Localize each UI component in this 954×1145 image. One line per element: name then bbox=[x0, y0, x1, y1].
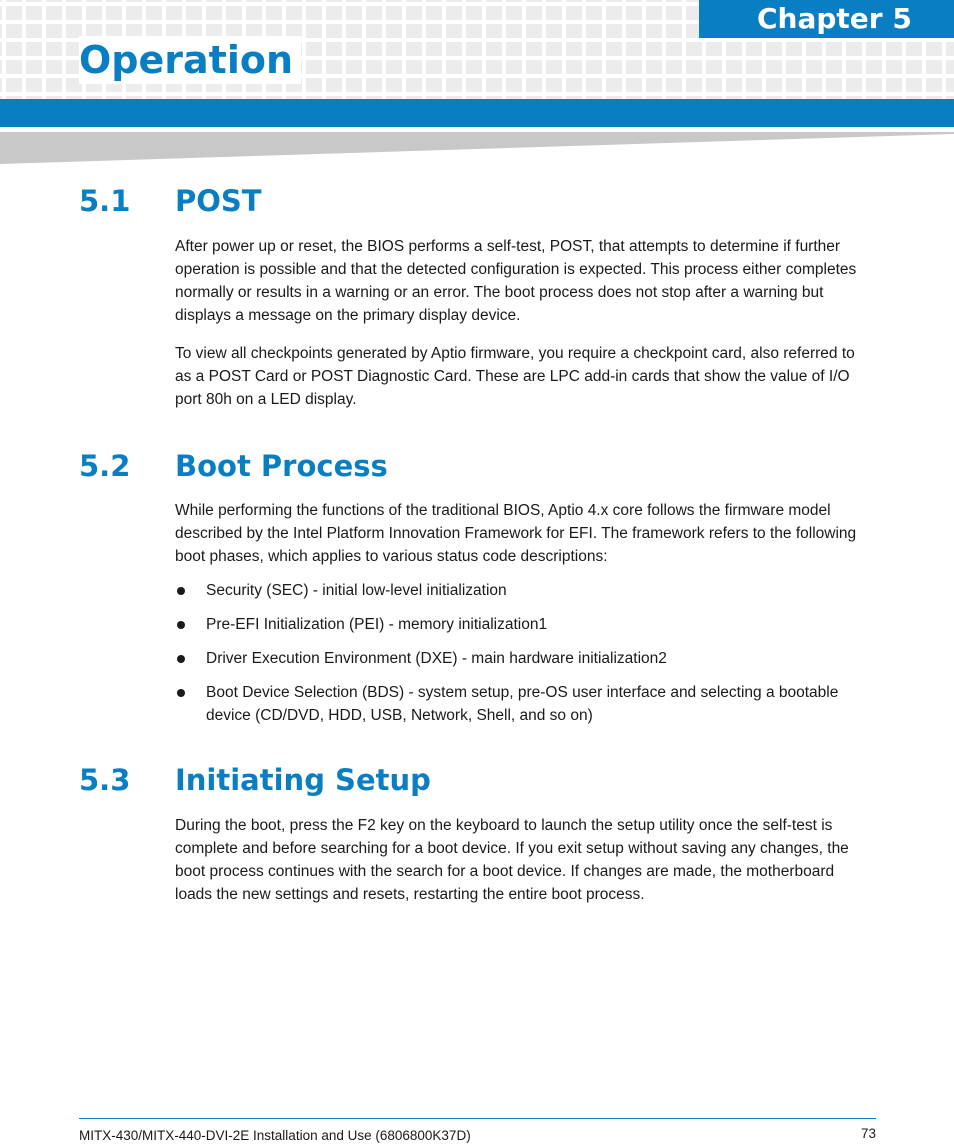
list-item-text: Driver Execution Environment (DXE) - main hardware initialization2 bbox=[206, 650, 667, 667]
header-gray-swoosh bbox=[0, 132, 954, 164]
list-item bbox=[175, 613, 875, 636]
list-item bbox=[175, 579, 875, 602]
boot-phase-list bbox=[175, 579, 875, 738]
header-blue-band bbox=[0, 99, 954, 127]
footer-document-title: MITX-430/MITX-440-DVI-2E Installation and Use (6806800K37D) bbox=[79, 1128, 471, 1143]
bullet-icon bbox=[177, 689, 185, 697]
paragraph: After power up or reset, the BIOS performs a self-test, POST, that attempts to determine if further operation is possible and that the detected configuration is expected. This process either completes normally or results in a warning or an error. The boot process does not stop after a warning but displays a message on the primary display device. bbox=[175, 238, 857, 324]
section-number: 5.2 bbox=[79, 449, 131, 483]
paragraph: While performing the functions of the traditional BIOS, Aptio 4.x core follows the firmware model described by the Intel Platform Innovation Framework for EFI. The framework refers to the following boot phases, which applies to various status code descriptions: bbox=[175, 502, 857, 565]
section-heading-initiating-setup bbox=[79, 762, 431, 798]
footer-rule bbox=[79, 1118, 876, 1119]
section-heading-boot-process bbox=[79, 448, 388, 484]
list-item bbox=[175, 647, 875, 670]
bullet-icon bbox=[177, 621, 185, 629]
bullet-icon bbox=[177, 587, 185, 595]
chapter-label: Chapter 5 bbox=[699, 0, 954, 38]
paragraph: To view all checkpoints generated by Aptio firmware, you require a checkpoint card, also referred to as a POST Card or POST Diagnostic Card. These are LPC add-in cards that show the value of I/O port 80h on a LED display. bbox=[175, 345, 855, 408]
section-number: 5.3 bbox=[79, 763, 131, 797]
chapter-title: Operation bbox=[79, 36, 301, 84]
section-number: 5.1 bbox=[79, 184, 131, 218]
list-item-text: Pre-EFI Initialization (PEI) - memory initialization1 bbox=[206, 616, 548, 633]
list-item-text: Security (SEC) - initial low-level initialization bbox=[206, 582, 507, 599]
section-title: POST bbox=[175, 184, 262, 218]
section-title: Initiating Setup bbox=[175, 763, 431, 797]
list-item-text: Boot Device Selection (BDS) - system setup, pre-OS user interface and selecting a bootable device (CD/DVD, HDD, USB, Network, Shell, and so on) bbox=[206, 684, 839, 724]
bullet-icon bbox=[177, 655, 185, 663]
section-heading-post bbox=[79, 183, 262, 219]
footer-page-number: 73 bbox=[860, 1126, 876, 1141]
section-title: Boot Process bbox=[175, 449, 388, 483]
paragraph: During the boot, press the F2 key on the keyboard to launch the setup utility once the self-test is complete and before searching for a boot device. If you exit setup without saving any changes, the boot process continues with the search for a boot device. If changes are made, the motherboard loads the new settings and resets, restarting the entire boot process. bbox=[175, 817, 849, 903]
list-item bbox=[175, 681, 875, 727]
